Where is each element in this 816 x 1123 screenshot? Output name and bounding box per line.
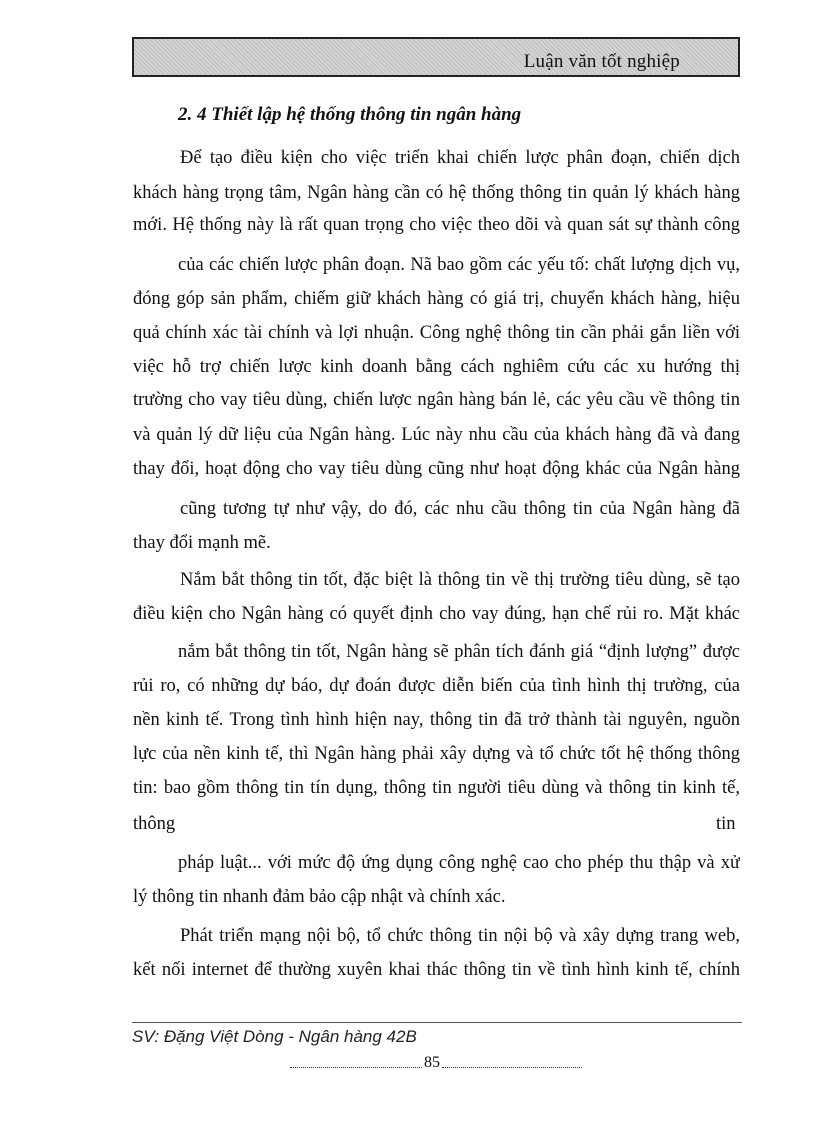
page-number-row xyxy=(290,1054,582,1074)
text-line: thay đổi, hoạt động cho vay tiêu dùng cũng như hoạt động khác của Ngân hàng xyxy=(133,459,740,479)
text-line: thông xyxy=(133,814,176,834)
text-line: cũng tương tự như vậy, do đó, các nhu cầu thông tin của Ngân hàng đã xyxy=(180,499,740,519)
text-line: rủi ro, có những dự báo, dự đoán được diễn biến của tình hình thị trường, của xyxy=(133,676,740,696)
text-line: tin: bao gồm thông tin tín dụng, thông tin người tiêu dùng và thông tin kinh tế, xyxy=(133,778,740,798)
text-line: tin xyxy=(716,814,736,834)
dotted-leader-right xyxy=(442,1067,582,1068)
footer-author: SV: Đặng Việt Dòng - Ngân hàng 42B xyxy=(132,1027,417,1046)
text-line: quả chính xác tài chính và lợi nhuận. Công nghệ thông tin cần phải gắn liền với xyxy=(133,323,740,343)
text-line: mới. Hệ thống này là rất quan trọng cho việc theo dõi và quan sát sự thành công xyxy=(133,215,740,235)
text-line: việc hỗ trợ chiến lược kinh doanh bằng cách nghiêm cứu các xu hướng thị xyxy=(133,357,740,377)
text-line: điều kiện cho Ngân hàng có quyết định cho vay đúng, hạn chế rủi ro. Mặt khác xyxy=(133,604,740,624)
section-heading: 2. 4 Thiết lập hệ thống thông tin ngân hàng xyxy=(178,104,522,125)
text-line: và quản lý dữ liệu của Ngân hàng. Lúc này nhu cầu của khách hàng đã và đang xyxy=(133,425,740,445)
dotted-leader-left xyxy=(290,1067,422,1068)
header-title: Luận văn tốt nghiệp xyxy=(523,51,680,72)
text-line: Nắm bắt thông tin tốt, đặc biệt là thông tin về thị trường tiêu dùng, sẽ tạo xyxy=(180,570,740,590)
page-number: 85 xyxy=(424,1054,440,1071)
text-line: nền kinh tế. Trong tình hình hiện nay, thông tin đã trở thành tài nguyên, nguồn xyxy=(133,710,740,730)
text-line: thay đổi mạnh mẽ. xyxy=(133,533,271,553)
text-line: đóng góp sản phẩm, chiếm giữ khách hàng có giá trị, chuyển khách hàng, hiệu xyxy=(133,289,740,309)
text-line: lý thông tin nhanh đảm bảo cập nhật và chính xác. xyxy=(133,887,506,907)
text-line: của các chiến lược phân đoạn. Nã bao gồm các yếu tố: chất lượng dịch vụ, xyxy=(178,255,740,275)
text-line: Phát triển mạng nội bộ, tổ chức thông tin nội bộ và xây dựng trang web, xyxy=(180,926,740,946)
text-line: trường cho vay tiêu dùng, chiến lược ngân hàng bán lẻ, các yêu cầu về thông tin xyxy=(133,390,740,410)
text-line: kết nối internet để thường xuyên khai thác thông tin về tình hình kinh tế, chính xyxy=(133,960,740,980)
text-line: lực của nền kinh tế, thì Ngân hàng phải xây dựng và tổ chức tốt hệ thống thông xyxy=(133,744,740,764)
text-line: Để tạo điều kiện cho việc triển khai chiến lược phân đoạn, chiến dịch xyxy=(180,148,740,168)
header-band xyxy=(132,37,740,77)
text-line: khách hàng trọng tâm, Ngân hàng cần có hệ thống thông tin quản lý khách hàng xyxy=(133,183,740,203)
footer-divider xyxy=(132,1022,742,1023)
text-line: pháp luật... với mức độ ứng dụng công nghệ cao cho phép thu thập và xử xyxy=(178,853,740,873)
text-line: nắm bắt thông tin tốt, Ngân hàng sẽ phân tích đánh giá “định lượng” được xyxy=(178,642,740,662)
